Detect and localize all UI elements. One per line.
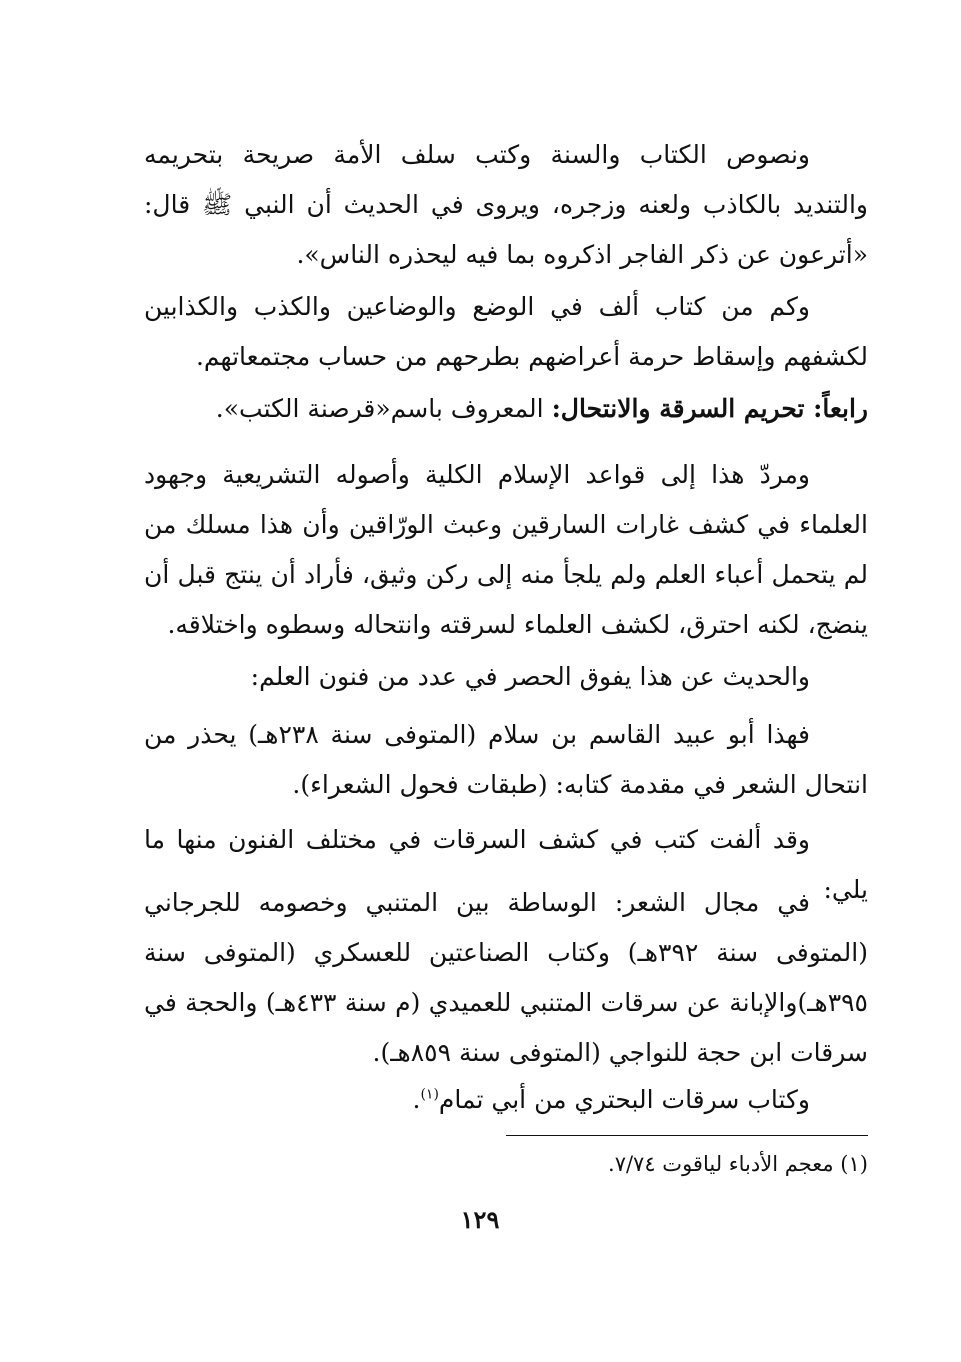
section-heading: رابعاً: تحريم السرقة والانتحال: [551, 394, 868, 423]
paragraph-3-heading-line [144, 384, 868, 434]
page-number: ١٢٩ [460, 1205, 500, 1234]
paragraph-2: وكم من كتاب ألف في الوضع والوضاعين والكذب والكذابين لكشفهم وإسقاط حرمة أعراضهم بطرحهم من حساب مجتمعاتهم. [144, 292, 868, 371]
paragraph-4: ومردّ هذا إلى قواعد الإسلام الكلية وأصوله التشريعية وجهود العلماء في كشف غارات السارقين وعبث الورّاقين وأن هذا مسلك من لم يتحمل أعباء العلم ولم يلجأ منه إلى ركن وثيق، فأراد أن ينتج قبل أن ينضج، لكنه احترق، لكشف العلماء لسرقته وانتحاله وسطوه واختلاقه. [144, 460, 868, 639]
paragraph-7: وقد ألفت كتب في كشف السرقات في مختلف الفنون منها ما يلي: [144, 825, 868, 904]
paragraph-5: والحديث عن هذا يفوق الحصر في عدد من فنون العلم: [250, 662, 810, 691]
section-heading-rest: المعروف باسم«قرصنة الكتب». [215, 394, 544, 423]
paragraph-9 [144, 1075, 868, 1125]
paragraph-8: في مجال الشعر: الوساطة بين المتنبي وخصومه للجرجاني (المتوفى سنة ٣٩٢هـ) وكتاب الصناعتين للعسكري (المتوفى سنة ٣٩٥هـ)والإبانة عن سرقات المتنبي للعميدي (م سنة ٤٣٣هـ) والحجة في سرقات ابن حجة للنواجي (المتوفى سنة ٨٥٩هـ). [144, 888, 868, 1067]
paragraph-6: فهذا أبو عبيد القاسم بن سلام (المتوفى سنة ٢٣٨هـ) يحذر من انتحال الشعر في مقدمة كتابه: (طبقات فحول الشعراء). [144, 720, 868, 799]
footnote-separator [506, 1135, 868, 1136]
paragraph-9-text: وكتاب سرقات البحتري من أبي تمام [438, 1085, 810, 1114]
paragraph-9-end: . [412, 1085, 421, 1114]
paragraph-1: ونصوص الكتاب والسنة وكتب سلف الأمة صريحة بتحريمه والتنديد بالكاذب ولعنه وزجره، ويروى في الحديث أن النبي ﷺ قال: «أترعون عن ذكر الفاجر اذكروه بما فيه ليحذره الناس». [144, 140, 868, 269]
footnote: (١) معجم الأدباء لياقوت ٧/٧٤. [608, 1152, 868, 1176]
footnote-reference: (١) [420, 1086, 439, 1103]
